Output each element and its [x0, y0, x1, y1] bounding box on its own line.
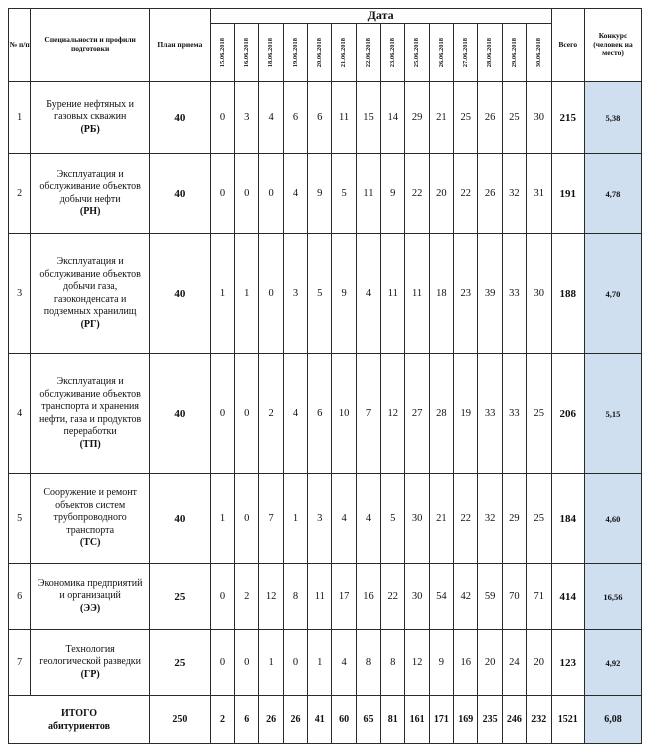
header-date-label: 29.06.2018: [510, 37, 518, 68]
row-number: 3: [9, 234, 31, 354]
daily-count: 0: [210, 354, 234, 474]
specialty-cell: [31, 82, 150, 154]
daily-count: 5: [308, 234, 332, 354]
footer-daily-count: 171: [429, 696, 453, 744]
daily-count: 0: [210, 154, 234, 234]
specialty-cell: [31, 354, 150, 474]
daily-count: 4: [356, 474, 380, 564]
footer-plan: 250: [149, 696, 210, 744]
specialty-cell: [31, 154, 150, 234]
specialty-name: Эксплуатация и обслуживание объектов добычи газа, газоконденсата и подземных хранилищ: [39, 256, 141, 317]
header-date: [308, 24, 332, 82]
footer-total: 1521: [551, 696, 584, 744]
daily-count: 27: [405, 354, 429, 474]
header-plan: План приема: [149, 9, 210, 82]
daily-count: 15: [356, 82, 380, 154]
daily-count: 1: [259, 630, 283, 696]
daily-count: 0: [210, 564, 234, 630]
daily-count: 0: [235, 474, 259, 564]
table-row: [9, 234, 642, 354]
daily-count: 18: [429, 234, 453, 354]
total-value: 191: [551, 154, 584, 234]
daily-count: 11: [308, 564, 332, 630]
daily-count: 17: [332, 564, 356, 630]
plan-value: 40: [149, 474, 210, 564]
row-number: 1: [9, 82, 31, 154]
konkurs-value: 4,70: [584, 234, 641, 354]
daily-count: 12: [259, 564, 283, 630]
footer-daily-count: 81: [381, 696, 405, 744]
daily-count: 14: [381, 82, 405, 154]
footer-daily-count: 41: [308, 696, 332, 744]
daily-count: 54: [429, 564, 453, 630]
daily-count: 25: [527, 474, 551, 564]
daily-count: 4: [259, 82, 283, 154]
total-value: 188: [551, 234, 584, 354]
header-date: [259, 24, 283, 82]
daily-count: 70: [502, 564, 526, 630]
daily-count: 0: [259, 234, 283, 354]
daily-count: 10: [332, 354, 356, 474]
daily-count: 33: [502, 234, 526, 354]
total-value: 184: [551, 474, 584, 564]
daily-count: 3: [308, 474, 332, 564]
daily-count: 9: [332, 234, 356, 354]
daily-count: 32: [478, 474, 502, 564]
footer-daily-count: 235: [478, 696, 502, 744]
header-date: [356, 24, 380, 82]
specialty-code: (ТС): [79, 537, 101, 549]
daily-count: 8: [283, 564, 307, 630]
daily-count: 25: [502, 82, 526, 154]
header-date-label: 30.06.2018: [535, 37, 543, 68]
daily-count: 33: [502, 354, 526, 474]
daily-count: 30: [405, 474, 429, 564]
daily-count: 6: [283, 82, 307, 154]
daily-count: 9: [381, 154, 405, 234]
daily-count: 0: [283, 630, 307, 696]
header-date: [332, 24, 356, 82]
daily-count: 22: [405, 154, 429, 234]
footer-daily-count: 65: [356, 696, 380, 744]
header-num: № п/п: [9, 9, 31, 82]
plan-value: 25: [149, 564, 210, 630]
daily-count: 6: [308, 82, 332, 154]
table-row: [9, 630, 642, 696]
konkurs-value: 5,15: [584, 354, 641, 474]
daily-count: 22: [454, 474, 478, 564]
daily-count: 4: [356, 234, 380, 354]
header-date: [502, 24, 526, 82]
daily-count: 4: [332, 630, 356, 696]
specialty-name: Бурение нефтяных и газовых скважин: [46, 98, 134, 123]
daily-count: 3: [283, 234, 307, 354]
konkurs-value: 4,78: [584, 154, 641, 234]
daily-count: 20: [429, 154, 453, 234]
specialty-name: Эксплуатация и обслуживание объектов добычи нефти: [39, 168, 141, 205]
daily-count: 0: [235, 154, 259, 234]
header-date-label: 23.06.2018: [389, 37, 397, 68]
table-row: [9, 154, 642, 234]
daily-count: 20: [478, 630, 502, 696]
header-date-label: 22.06.2018: [364, 37, 372, 68]
specialty-name: Технология геологической разведки: [39, 643, 141, 668]
daily-count: 19: [454, 354, 478, 474]
table-row: [9, 474, 642, 564]
header-spec: Специальности и профили подготовки: [31, 9, 150, 82]
daily-count: 1: [210, 234, 234, 354]
daily-count: 1: [235, 234, 259, 354]
daily-count: 0: [259, 154, 283, 234]
header-date: [235, 24, 259, 82]
daily-count: 11: [356, 154, 380, 234]
daily-count: 25: [527, 354, 551, 474]
daily-count: 3: [235, 82, 259, 154]
daily-count: 11: [405, 234, 429, 354]
daily-count: 9: [429, 630, 453, 696]
daily-count: 4: [283, 354, 307, 474]
specialty-name: Эксплуатация и обслуживание объектов транспорта и хранения нефти, газа и продуктов переработки: [39, 376, 142, 437]
footer-label-abiturientov: абитуриентов: [47, 720, 110, 732]
table-row: [9, 354, 642, 474]
header-date: [210, 24, 234, 82]
daily-count: 23: [454, 234, 478, 354]
total-value: 206: [551, 354, 584, 474]
footer-daily-count: 246: [502, 696, 526, 744]
daily-count: 4: [283, 154, 307, 234]
total-value: 123: [551, 630, 584, 696]
footer-konkurs: 6,08: [584, 696, 641, 744]
header-konkurs: Конкурс (человек на место): [584, 9, 641, 82]
specialty-code: (РБ): [80, 123, 100, 135]
daily-count: 31: [527, 154, 551, 234]
daily-count: 26: [478, 82, 502, 154]
konkurs-value: 16,56: [584, 564, 641, 630]
konkurs-value: 5,38: [584, 82, 641, 154]
daily-count: 5: [381, 474, 405, 564]
header-date-label: 19.06.2018: [291, 37, 299, 68]
daily-count: 9: [308, 154, 332, 234]
daily-count: 11: [381, 234, 405, 354]
header-date: [527, 24, 551, 82]
daily-count: 7: [259, 474, 283, 564]
table-row: [9, 564, 642, 630]
total-value: 414: [551, 564, 584, 630]
daily-count: 28: [429, 354, 453, 474]
daily-count: 29: [405, 82, 429, 154]
header-date: [405, 24, 429, 82]
daily-count: 6: [308, 354, 332, 474]
daily-count: 0: [210, 630, 234, 696]
daily-count: 33: [478, 354, 502, 474]
daily-count: 32: [502, 154, 526, 234]
daily-count: 30: [527, 82, 551, 154]
daily-count: 0: [235, 630, 259, 696]
daily-count: 12: [381, 354, 405, 474]
total-value: 215: [551, 82, 584, 154]
footer-label-itogo: ИТОГО: [60, 707, 97, 719]
daily-count: 11: [332, 82, 356, 154]
footer-daily-count: 60: [332, 696, 356, 744]
plan-value: 40: [149, 82, 210, 154]
daily-count: 26: [478, 154, 502, 234]
specialty-cell: [31, 630, 150, 696]
header-date: [454, 24, 478, 82]
daily-count: 30: [405, 564, 429, 630]
daily-count: 16: [356, 564, 380, 630]
footer-daily-count: 232: [527, 696, 551, 744]
row-number: 5: [9, 474, 31, 564]
header-date-label: 18.06.2018: [267, 37, 275, 68]
daily-count: 21: [429, 82, 453, 154]
header-date-label: 20.06.2018: [316, 37, 324, 68]
header-date: [283, 24, 307, 82]
header-date-label: 21.06.2018: [340, 37, 348, 68]
daily-count: 39: [478, 234, 502, 354]
daily-count: 16: [454, 630, 478, 696]
daily-count: 2: [235, 564, 259, 630]
specialty-code: (РГ): [80, 318, 100, 330]
specialty-code: (ГР): [80, 668, 100, 680]
header-date: [381, 24, 405, 82]
daily-count: 8: [356, 630, 380, 696]
specialty-cell: [31, 474, 150, 564]
daily-count: 24: [502, 630, 526, 696]
daily-count: 30: [527, 234, 551, 354]
daily-count: 21: [429, 474, 453, 564]
plan-value: 40: [149, 154, 210, 234]
header-date: [478, 24, 502, 82]
specialty-cell: [31, 564, 150, 630]
header-date-label: 25.06.2018: [413, 37, 421, 68]
daily-count: 7: [356, 354, 380, 474]
footer-daily-count: 2: [210, 696, 234, 744]
plan-value: 40: [149, 234, 210, 354]
daily-count: 8: [381, 630, 405, 696]
daily-count: 1: [308, 630, 332, 696]
plan-value: 25: [149, 630, 210, 696]
row-number: 4: [9, 354, 31, 474]
daily-count: 29: [502, 474, 526, 564]
daily-count: 12: [405, 630, 429, 696]
footer-daily-count: 161: [405, 696, 429, 744]
specialty-name: Сооружение и ремонт объектов систем трубопроводного транспорта: [43, 487, 137, 536]
footer-daily-count: 6: [235, 696, 259, 744]
footer-label: [9, 696, 150, 744]
plan-value: 40: [149, 354, 210, 474]
specialty-code: (ТП): [79, 438, 101, 450]
header-date-label: 15.06.2018: [218, 37, 226, 68]
specialty-code: (ЭЭ): [80, 602, 101, 614]
row-number: 2: [9, 154, 31, 234]
row-number: 6: [9, 564, 31, 630]
header-date-label: 27.06.2018: [462, 37, 470, 68]
daily-count: 0: [235, 354, 259, 474]
daily-count: 1: [283, 474, 307, 564]
specialty-cell: [31, 234, 150, 354]
daily-count: 2: [259, 354, 283, 474]
daily-count: 20: [527, 630, 551, 696]
daily-count: 22: [454, 154, 478, 234]
header-date: [429, 24, 453, 82]
header-total: Всего: [551, 9, 584, 82]
daily-count: 22: [381, 564, 405, 630]
specialty-name: Экономика предприятий и организаций: [37, 577, 143, 602]
row-number: 7: [9, 630, 31, 696]
daily-count: 0: [210, 82, 234, 154]
footer-daily-count: 169: [454, 696, 478, 744]
header-date-label: 16.06.2018: [243, 37, 251, 68]
admissions-table: [8, 8, 642, 744]
daily-count: 5: [332, 154, 356, 234]
daily-count: 59: [478, 564, 502, 630]
specialty-code: (РН): [79, 206, 101, 217]
footer-daily-count: 26: [283, 696, 307, 744]
daily-count: 4: [332, 474, 356, 564]
daily-count: 25: [454, 82, 478, 154]
footer-daily-count: 26: [259, 696, 283, 744]
header-date-title: Дата: [210, 9, 551, 24]
daily-count: 71: [527, 564, 551, 630]
daily-count: 42: [454, 564, 478, 630]
konkurs-value: 4,92: [584, 630, 641, 696]
daily-count: 1: [210, 474, 234, 564]
header-date-label: 26.06.2018: [437, 37, 445, 68]
konkurs-value: 4,60: [584, 474, 641, 564]
table-row: [9, 82, 642, 154]
header-date-label: 28.06.2018: [486, 37, 494, 68]
